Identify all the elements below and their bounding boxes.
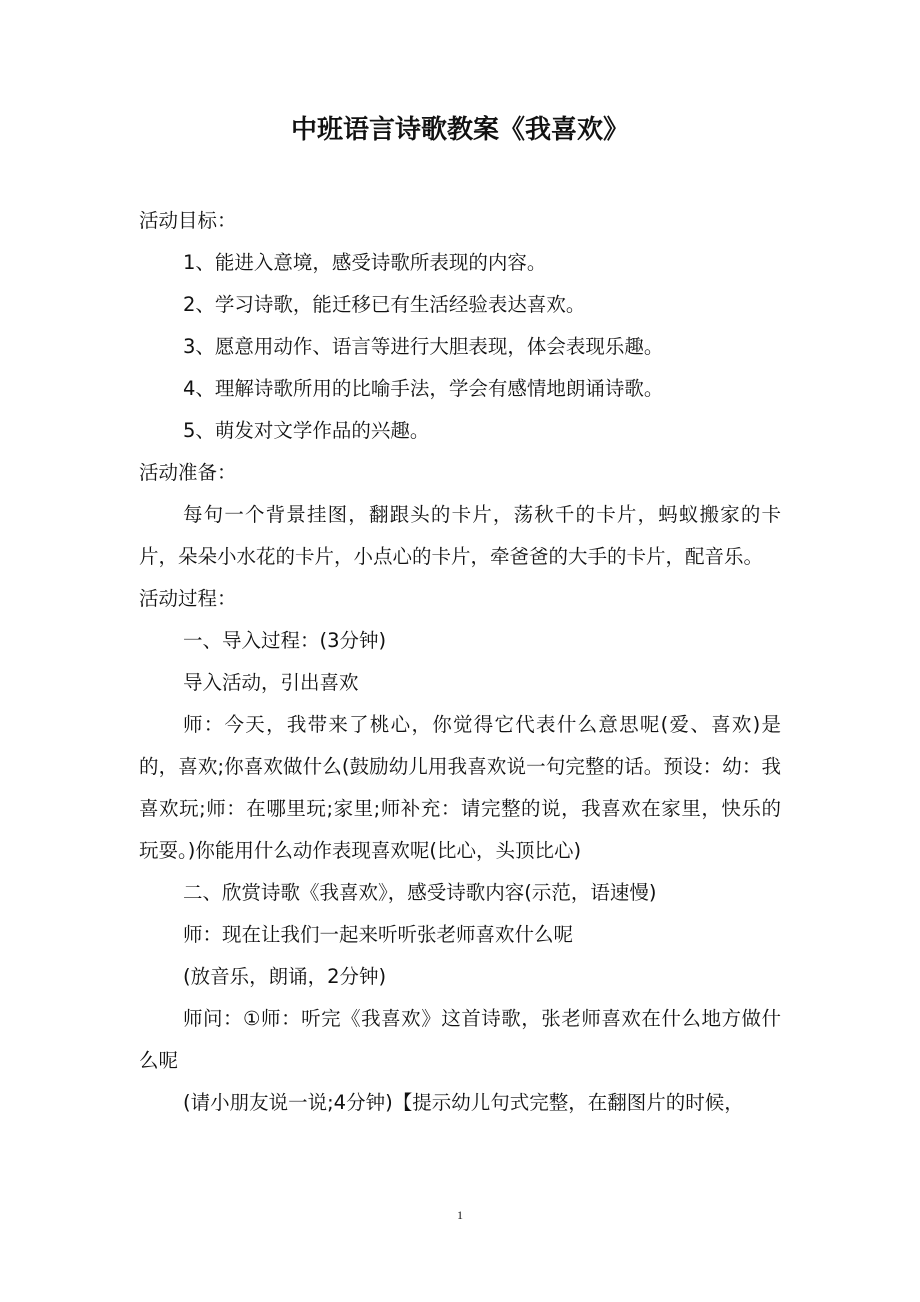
goal-item-2: 2、学习诗歌，能迁移已有生活经验表达喜欢。 (183, 293, 586, 316)
process-paragraph: 导入活动，引出喜欢 (183, 671, 359, 694)
process-paragraph: 师：今天，我带来了桃心，你觉得它代表什么意思呢(爱、喜欢)是的，喜欢;你喜欢做什么(鼓励幼儿用我喜欢说一句完整的话。预设：幼：我喜欢玩;师：在哪里玩;家里;师补充：请完整的说，我喜欢在家里，快乐的玩耍。)你能用什么动作表现喜欢呢(比心，头顶比心) (139, 713, 781, 862)
process-step-heading-2: 二、欣赏诗歌《我喜欢》，感受诗歌内容(示范，语速慢) (183, 881, 657, 904)
section-heading-goals: 活动目标： (139, 209, 237, 232)
section-heading-process: 活动过程： (139, 587, 237, 610)
page-number: 1 (457, 1208, 463, 1222)
process-paragraph: (放音乐，朗诵，2分钟) (183, 965, 387, 988)
process-step-heading-1: 一、导入过程：(3分钟) (183, 629, 387, 652)
goal-item-3: 3、愿意用动作、语言等进行大胆表现，体会表现乐趣。 (183, 335, 664, 358)
section-heading-preparation: 活动准备： (139, 461, 237, 484)
process-paragraph: 师问：①师：听完《我喜欢》这首诗歌，张老师喜欢在什么地方做什么呢 (139, 1007, 781, 1072)
document-title: 中班语言诗歌教案《我喜欢》 (290, 115, 629, 145)
document-body (139, 200, 781, 1124)
process-paragraph: 师：现在让我们一起来听听张老师喜欢什么呢 (183, 923, 574, 946)
goal-item-4: 4、理解诗歌所用的比喻手法，学会有感情地朗诵诗歌。 (183, 377, 664, 400)
goal-item-5: 5、萌发对文学作品的兴趣。 (183, 419, 430, 442)
process-paragraph: (请小朋友说一说;4分钟)【提示幼儿句式完整，在翻图片的时候， (183, 1091, 744, 1114)
preparation-paragraph: 每句一个背景挂图，翻跟头的卡片，荡秋千的卡片，蚂蚁搬家的卡片，朵朵小水花的卡片，小点心的卡片，牵爸爸的大手的卡片，配音乐。 (139, 503, 781, 568)
goal-item-1: 1、能进入意境，感受诗歌所表现的内容。 (183, 251, 547, 274)
